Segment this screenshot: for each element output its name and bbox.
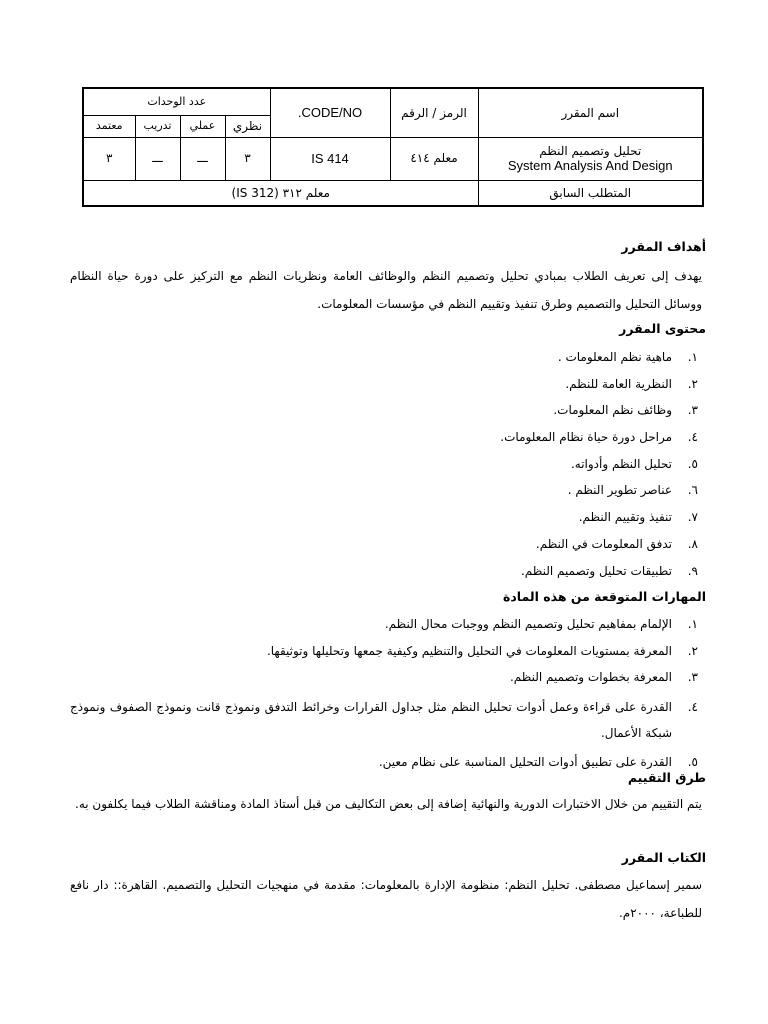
theory-value: ٣ <box>225 137 270 180</box>
units-header: عدد الوحدات <box>83 88 270 115</box>
credits-header: معتمد <box>83 115 135 137</box>
skills-heading: المهارات المتوقعة من هذه المادة <box>503 589 706 604</box>
course-info-table <box>82 87 704 207</box>
book-heading: الكتاب المقرر <box>621 850 706 865</box>
prereq-label: المتطلب السابق <box>478 180 703 206</box>
course-code-ar: معلم ٤١٤ <box>390 137 478 180</box>
goals-text: يهدف إلى تعريف الطلاب بمبادي تحليل وتصميم النظم والوظائف العامة ونظريات النظم مع التركيز على دورة حياة النظام ووسائل التحليل والتصميم وطرق تنفيذ وتقييم النظم في مؤسسات المعلومات. <box>70 269 702 311</box>
skills-list <box>70 611 698 776</box>
credits-value: ٣ <box>83 137 135 180</box>
content-heading: محتوى المقرر <box>619 321 706 336</box>
list-item: ١.الإلمام بمفاهيم تحليل وتصميم النظم ووجبات محال النظم. <box>384 617 698 631</box>
practical-value: ـــ <box>180 137 225 180</box>
practical-header: عملي <box>180 115 225 137</box>
list-item: ٢.النظرية العامة للنظم. <box>565 376 698 391</box>
evaluation-text: يتم التقييم من خلال الاختبارات الدورية والنهائية إضافة إلى بعض التكاليف من قبل أستاذ المادة ومناقشة الطلاب فيما يكلفون به. <box>75 797 702 811</box>
list-item: ٨.تدفق المعلومات في النظم. <box>535 536 698 551</box>
list-item: ٣.المعرفة بخطوات وتصميم النظم. <box>509 670 698 685</box>
list-item: ٤.مراحل دورة حياة نظام المعلومات. <box>500 430 698 445</box>
code-en-header: CODE/NO. <box>270 88 390 137</box>
list-item: ٧.تنفيذ وتقييم النظم. <box>578 510 698 525</box>
code-ar-header: الرمز / الرقم <box>390 88 478 137</box>
list-item: ٥.القدرة على تطبيق أدوات التحليل المناسبة على نظام معين. <box>378 755 698 770</box>
course-name-en: System Analysis And Design <box>507 157 673 173</box>
course-name-ar: تحليل وتصميم النظم <box>539 143 642 158</box>
list-item: ٣.وظائف نظم المعلومات. <box>553 403 698 418</box>
course-code-en: IS 414 <box>270 137 390 180</box>
list-item: ٢.المعرفة بمستويات المعلومات في التحليل والتنظيم وكيفية جمعها وتحليلها وتوثيقها. <box>266 643 698 658</box>
book-text: سمير إسماعيل مصطفى. تحليل النظم: منظومة الإدارة بالمعلومات: مقدمة في منهجيات التحليل والتصميم. القاهرة:: دار نافع للطباعة، ٢٠٠٠م. <box>70 878 702 920</box>
evaluation-heading: طرق التقييم <box>627 770 706 785</box>
prereq-value: معلم ٣١٢ (IS 312) <box>83 180 478 206</box>
list-item: ٦.عناصر تطوير النظم . <box>567 483 698 498</box>
course-name-cell <box>478 137 703 180</box>
list-item: ٤. القدرة على قراءة وعمل أدوات تحليل النظم مثل جداول القرارات وخرائط التدفق ونموذج قانت ونموذج الصفوف ونموذج شبكة الأعمال. <box>70 700 698 741</box>
list-item: ٩.تطبيقات تحليل وتصميم النظم. <box>520 563 698 578</box>
training-header: تدريب <box>135 115 180 137</box>
training-value: ـــ <box>135 137 180 180</box>
content-list <box>500 344 698 584</box>
course-name-header: اسم المقرر <box>478 88 703 137</box>
theory-header: نظري <box>225 115 270 137</box>
goals-heading: أهداف المقرر <box>621 239 706 254</box>
list-item: ٥.تحليل النظم وأدواته. <box>570 456 698 471</box>
list-item: ١.ماهية نظم المعلومات . <box>557 350 698 364</box>
